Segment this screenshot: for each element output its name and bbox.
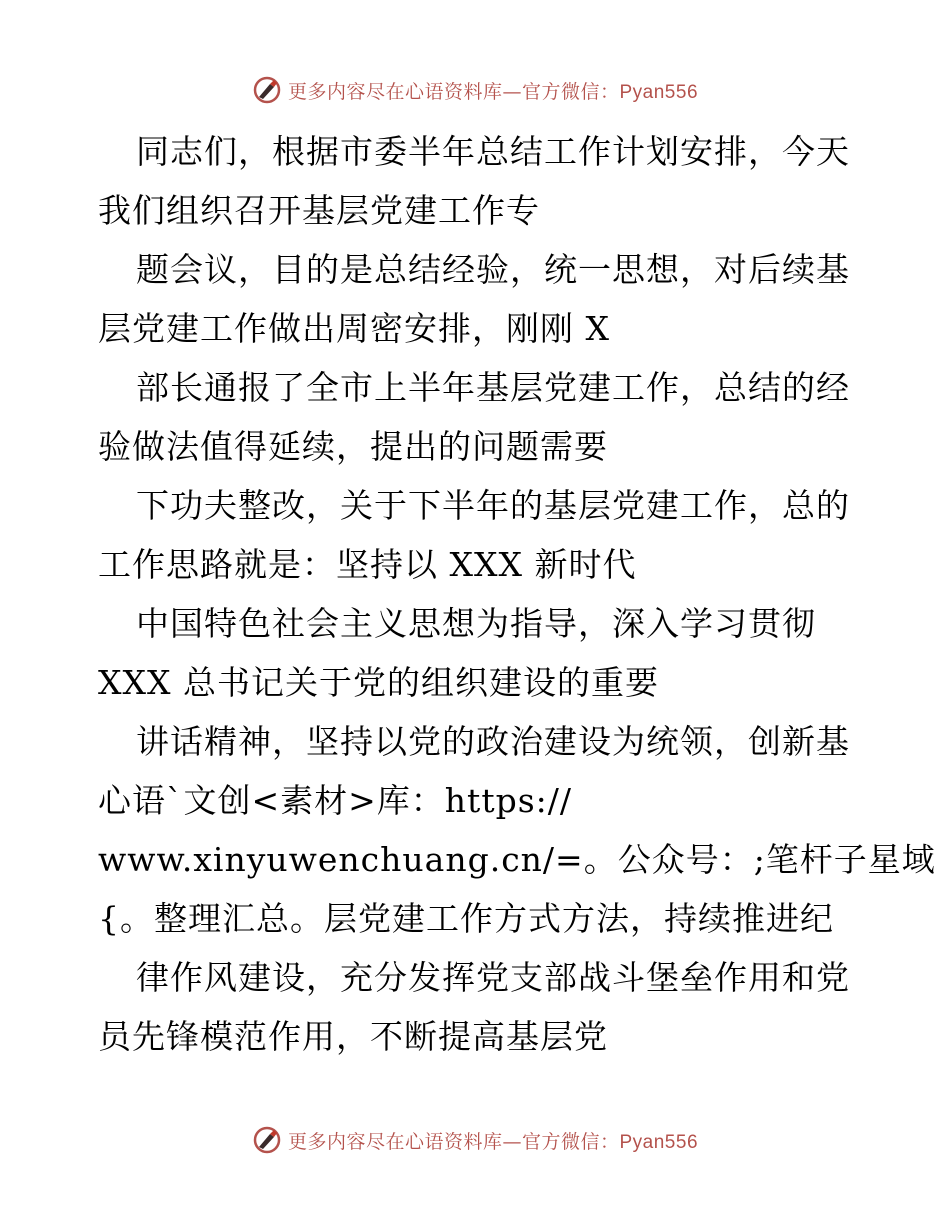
footer-dash: — <box>502 1130 522 1153</box>
text-line: 讲话精神，坚持以党的政治建设为统领，创新基 <box>136 722 850 761</box>
text-line: 员先锋模范作用，不断提高基层党 <box>98 1017 608 1056</box>
header-wechat-label: 官方微信： <box>521 80 620 103</box>
pen-nib-logo-icon <box>252 75 282 105</box>
footer-site-text: 更多内容尽在心语资料库 <box>287 1130 503 1153</box>
text-line: 心语`文创<素材>库：https:// <box>98 781 572 820</box>
header-banner <box>0 70 950 110</box>
text-line: 下功夫整改，关于下半年的基层党建工作，总的 <box>136 486 850 525</box>
header-dash: — <box>502 80 522 103</box>
text-line: 部长通报了全市上半年基层党建工作，总结的经 <box>136 368 850 407</box>
text-line: 验做法值得延续，提出的问题需要 <box>98 427 608 466</box>
footer-banner <box>0 1120 950 1160</box>
text-line: 题会议，目的是总结经验，统一思想，对后续基 <box>136 250 850 289</box>
document-body <box>98 122 936 1066</box>
text-line: www.xinyuwenchuang.cn/=。公众号：;笔杆子星域 <box>98 840 936 879</box>
text-line: 层党建工作做出周密安排，刚刚 X <box>98 309 610 348</box>
text-line: {。整理汇总。层党建工作方式方法，持续推进纪 <box>98 899 834 938</box>
header-wechat-id: Pyan556 <box>619 81 699 103</box>
pen-nib-logo-icon <box>252 1125 282 1155</box>
footer-wechat-id: Pyan556 <box>619 1131 699 1153</box>
text-line: 工作思路就是：坚持以 XXX 新时代 <box>98 545 637 584</box>
footer-wechat-label: 官方微信： <box>521 1130 620 1153</box>
text-line: 同志们，根据市委半年总结工作计划安排，今天 <box>136 132 850 171</box>
text-line: XXX 总书记关于党的组织建设的重要 <box>98 663 659 702</box>
header-site-text: 更多内容尽在心语资料库 <box>287 80 503 103</box>
text-line: 律作风建设，充分发挥党支部战斗堡垒作用和党 <box>136 958 850 997</box>
text-line: 中国特色社会主义思想为指导，深入学习贯彻 <box>136 604 816 643</box>
text-line: 我们组织召开基层党建工作专 <box>98 191 540 230</box>
header-banner-text <box>288 77 698 104</box>
footer-banner-text <box>288 1127 698 1154</box>
